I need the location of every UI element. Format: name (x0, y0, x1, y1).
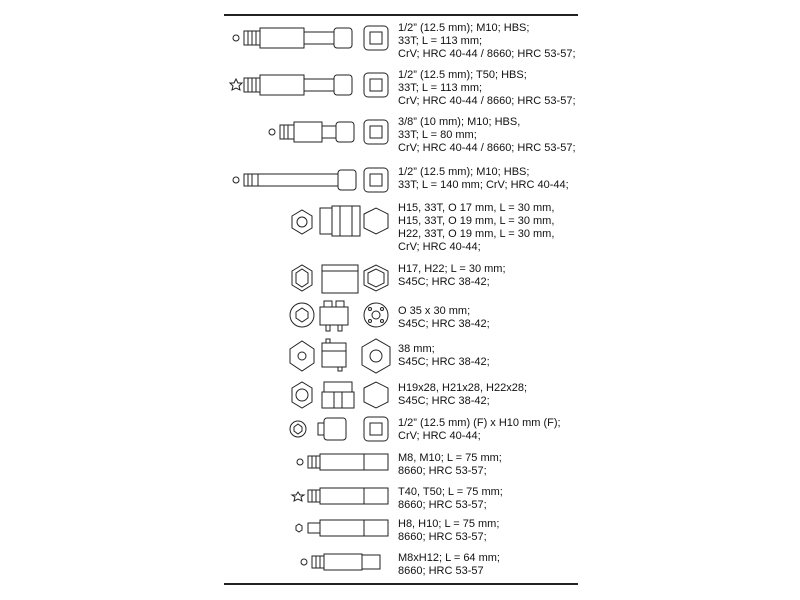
pin-spanner-socket-icon (224, 337, 394, 377)
round-spanner-socket-icon (224, 299, 394, 335)
item-row-11 (224, 450, 578, 480)
item-row-3 (224, 116, 578, 160)
spline-bit-socket-3-8-icon (224, 116, 394, 160)
spline-bit-socket-icon (224, 22, 394, 64)
short-spline-bit-icon (224, 550, 394, 580)
item-row-13 (224, 516, 578, 546)
item-row-7 (224, 299, 578, 335)
long-spline-bit-socket-icon (224, 166, 394, 198)
item-row-5 (224, 202, 578, 258)
item-spec-2: 1/2” (12.5 mm); T50; HBS; 33T; L = 113 mm; CrV; HRC 40-44 / 8660; HRC 53-57; (398, 69, 576, 107)
item-spec-9: H19x28, H21x28, H22x28; S45C; HRC 38-42; (398, 382, 528, 407)
item-row-14 (224, 550, 578, 580)
item-spec-10: 1/2” (12.5 mm) (F) x H10 mm (F); CrV; HRC 40-44; (398, 417, 561, 442)
item-spec-11: M8, M10; L = 75 mm; 8660; HRC 53-57; (398, 452, 502, 477)
item-spec-5: H15, 33T, O 17 mm, L = 30 mm, H15, 33T, O 19 mm, L = 30 mm, H22, 33T, O 19 mm, L = 30 mm, CrV; HRC 40-44; (398, 202, 555, 253)
item-spec-7: O 35 x 30 mm; S45C; HRC 38-42; (398, 305, 490, 330)
torx-bit-icon (224, 484, 394, 514)
item-spec-12: T40, T50; L = 75 mm; 8660; HRC 53-57; (398, 486, 503, 511)
spline-hex-socket-icon (224, 202, 394, 258)
item-row-6 (224, 263, 578, 297)
item-spec-4: 1/2” (12.5 mm); M10; HBS; 33T; L = 140 mm; CrV; HRC 40-44; (398, 166, 569, 191)
item-spec-3: 3/8” (10 mm); M10; HBS, 33T; L = 80 mm; CrV; HRC 40-44 / 8660; HRC 53-57; (398, 116, 576, 154)
item-spec-13: H8, H10; L = 75 mm; 8660; HRC 53-57; (398, 518, 500, 543)
item-row-9 (224, 378, 578, 414)
double-hex-socket-icon (224, 263, 394, 297)
item-row-4 (224, 166, 578, 198)
top-rule (224, 14, 578, 16)
hex-adapter-icon (224, 415, 394, 447)
hex-nut-socket-icon (224, 378, 394, 414)
torx-bit-socket-icon (224, 69, 394, 111)
item-row-12 (224, 484, 578, 514)
item-spec-6: H17, H22; L = 30 mm; S45C; HRC 38-42; (398, 263, 506, 288)
item-row-1 (224, 22, 578, 64)
bottom-rule (224, 583, 578, 585)
hex-bit-icon (224, 516, 394, 546)
item-row-8 (224, 337, 578, 377)
item-row-10 (224, 415, 578, 447)
item-spec-14: M8xH12; L = 64 mm; 8660; HRC 53-57 (398, 552, 500, 577)
item-spec-8: 38 mm; S45C; HRC 38-42; (398, 343, 490, 368)
item-row-2 (224, 69, 578, 111)
item-spec-1: 1/2” (12.5 mm); M10; HBS; 33T; L = 113 mm; CrV; HRC 40-44 / 8660; HRC 53-57; (398, 22, 576, 60)
spline-bit-icon (224, 450, 394, 480)
